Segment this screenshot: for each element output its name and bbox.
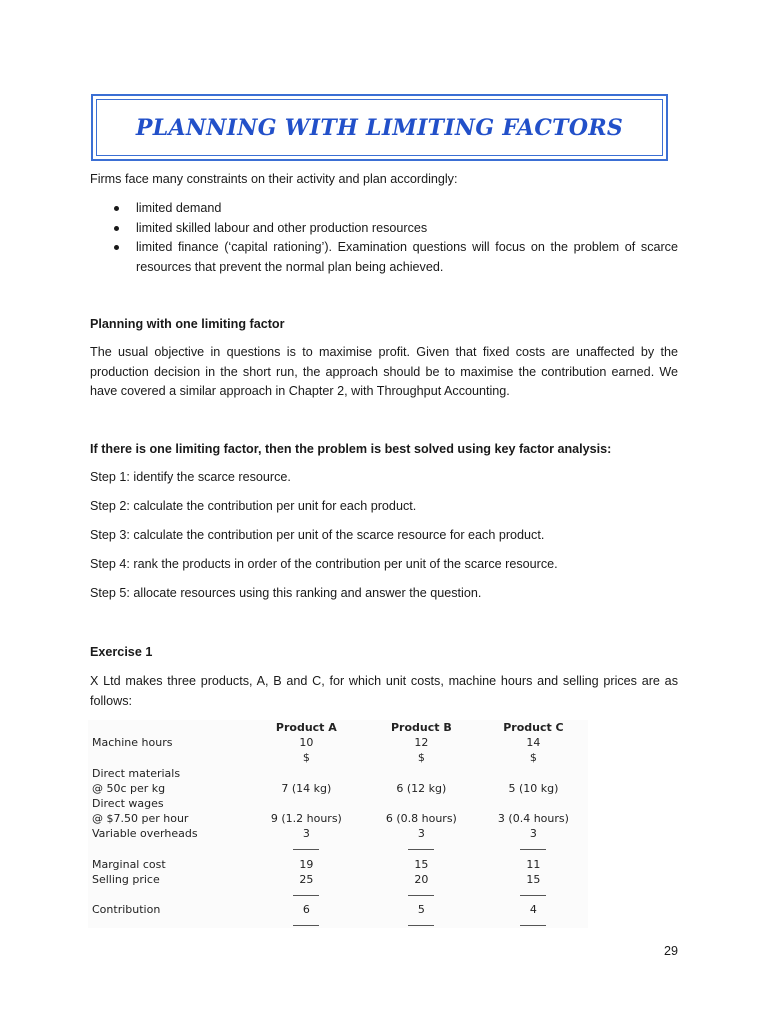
list-item: limited finance (‘capital rationing’). Examination questions will focus on the problem of scarce resources that prevent the normal plan being achieved. — [90, 238, 678, 277]
key-factor-heading: If there is one limiting factor, then the problem is best solved using key factor analysis: — [90, 442, 612, 456]
total-rule — [293, 849, 319, 850]
total-rule — [520, 895, 546, 896]
table-row: @ 50c per kg 7 (14 kg) 6 (12 kg) 5 (10 kg) — [92, 781, 559, 795]
section-body: The usual objective in questions is to maximise profit. Given that fixed costs are unaffected by the production decision in the short run, the approach should be to maximise the contribution earned. We have covered a similar approach in Chapter 2, with Throughput Accounting. — [90, 345, 678, 398]
cost-table-figure — [88, 720, 588, 928]
table-row: Direct materials — [92, 766, 181, 780]
table-row: @ $7.50 per hour 9 (1.2 hours) 6 (0.8 hours) 3 (0.4 hours) — [92, 812, 569, 826]
step-item: Step 3: calculate the contribution per unit of the scarce resource for each product. — [90, 528, 545, 542]
section-heading: Planning with one limiting factor — [90, 317, 285, 331]
bullet-icon — [114, 226, 119, 231]
total-rule — [520, 849, 546, 850]
total-rule-row — [92, 887, 588, 902]
exercise-heading: Exercise 1 — [90, 645, 153, 659]
column-header: Product A — [275, 721, 337, 734]
table-row: $ $ $ — [302, 751, 537, 765]
total-rule-row — [92, 842, 588, 857]
constraints-list — [90, 199, 678, 277]
table-header-row — [92, 720, 588, 735]
title-box — [91, 94, 668, 161]
total-rule — [293, 895, 319, 896]
title-frame — [96, 99, 663, 156]
table-row: Machine hours 10 12 14 — [92, 736, 541, 750]
total-rule — [293, 925, 319, 926]
step-item: Step 2: calculate the contribution per unit for each product. — [90, 499, 417, 513]
total-rule — [408, 895, 434, 896]
page-title: PLANNING WITH LIMITING FACTORS — [135, 114, 624, 141]
table-row: Selling price 25 20 15 — [92, 873, 541, 887]
table-row: Contribution 6 5 4 — [92, 903, 537, 917]
total-rule-row — [92, 918, 588, 933]
exercise-body: X Ltd makes three products, A, B and C, for which unit costs, machine hours and selling prices are as follows: — [90, 674, 678, 708]
bullet-icon — [114, 245, 119, 250]
cost-table — [92, 720, 588, 933]
table-row: Variable overheads 3 3 3 — [92, 827, 537, 841]
intro-text: Firms face many constraints on their activity and plan accordingly: — [90, 172, 458, 186]
column-header: Product C — [503, 721, 564, 734]
list-item: limited demand — [90, 199, 678, 219]
step-item: Step 4: rank the products in order of the contribution per unit of the scarce resource. — [90, 557, 558, 571]
total-rule — [408, 849, 434, 850]
bullet-icon — [114, 206, 119, 211]
column-header: Product B — [390, 721, 452, 734]
page-number: 29 — [663, 944, 678, 958]
table-row: Direct wages — [92, 797, 164, 811]
table-row: Marginal cost 19 15 11 — [92, 857, 541, 871]
total-rule — [520, 925, 546, 926]
list-item: limited skilled labour and other production resources — [90, 219, 678, 239]
step-item: Step 1: identify the scarce resource. — [90, 470, 291, 484]
step-item: Step 5: allocate resources using this ranking and answer the question. — [90, 586, 482, 600]
total-rule — [408, 925, 434, 926]
